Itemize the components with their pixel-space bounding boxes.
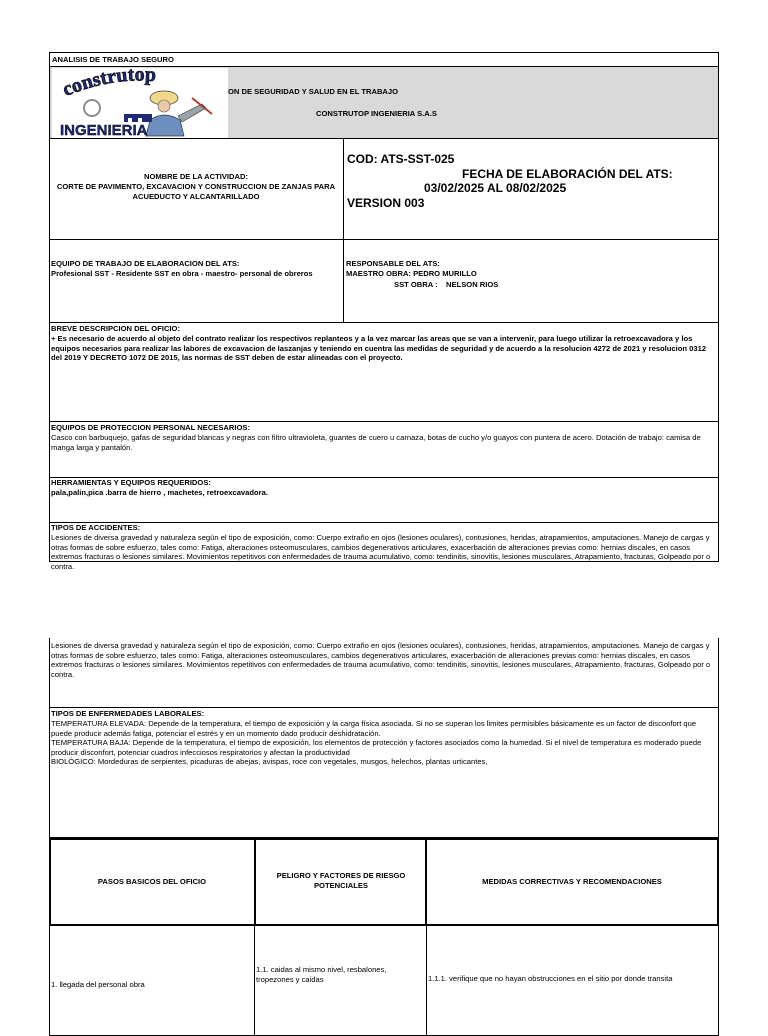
team-label: EQUIPO DE TRABAJO DE ELABORACION DEL ATS: bbox=[51, 259, 240, 268]
page-2 bbox=[0, 641, 768, 1024]
header-divider-1 bbox=[254, 838, 256, 926]
row-divider-2 bbox=[426, 926, 427, 1036]
responsible-label: RESPONSABLE DEL ATS: bbox=[346, 259, 440, 268]
row-divider-1 bbox=[254, 926, 255, 1036]
company-logo bbox=[52, 68, 228, 138]
header-divider-2 bbox=[425, 838, 427, 926]
accidents-label: TIPOS DE ACCIDENTES: bbox=[51, 523, 141, 532]
ppe-label: EQUIPOS DE PROTECCION PERSONAL NECESARIOS: bbox=[51, 423, 251, 432]
svg-text:construtop bbox=[59, 68, 156, 101]
ppe-text: Casco con barbuquejo, gafas de seguridad blancas y negras con filtro ultravioleta, guantes de cuero u carnaza, botas de cucho y/o guayos con puntera de acero. Dotación de trabajo: camisa de manga larga y pantalón. bbox=[51, 433, 701, 452]
logo-bottom-text: INGENIERIA bbox=[60, 122, 148, 138]
activity-label: NOMBRE DE LA ACTIVIDAD: bbox=[143, 172, 249, 181]
hazard-cell: 1.1. caidas al mismo nivel, resbalones, tropezones y caidas bbox=[256, 965, 387, 984]
responsible-sst: SST OBRA : NELSON RIOS bbox=[394, 280, 499, 289]
activity-divider bbox=[343, 138, 344, 240]
logo-graphic bbox=[52, 68, 228, 138]
date-range: 03/02/2025 AL 08/02/2025 bbox=[424, 181, 567, 195]
accidents-text-preview: Lesiones de diversa gravedad y naturaleza según el tipo de exposición, como: Cuerpo extraño en ojos (lesiones oculares), contusiones, heridas, atrapamientos, amputaciones. Manejo de cargas y otras formas de sobre esfuerzo, tales como: Fatiga, alteraciones osteomusculares, cambios degenerativos articulares, exacerbación de alteraciones previas como: hernias discales, en casos extremos fracturas o lesiones similares. Movimientos repetitivos con enfermedades de trauma acumulativo, como: tendinitis, sinovitis, lesiones musculares, Atrapamiento, fracturas, Golpeado por o contra. bbox=[51, 533, 711, 571]
team-divider bbox=[343, 239, 344, 323]
activity-name: CORTE DE PAVIMENTO, EXCAVACION Y CONSTRUCCION DE ZANJAS PARA ACUEDUCTO Y ALCANTARILLADO bbox=[56, 182, 336, 201]
responsible-master: MAESTRO OBRA: PEDRO MURILLO bbox=[346, 269, 477, 278]
steps-table bbox=[49, 838, 719, 1028]
worker-icon bbox=[146, 91, 212, 136]
building-icon bbox=[124, 114, 152, 122]
company-name: CONSTRUTOP INGENIERIA S.A.S bbox=[316, 109, 437, 118]
doc-title: ANALISIS DE TRABAJO SEGURO bbox=[52, 55, 174, 64]
description-text: + Es necesario de acuerdo al objeto del contrato realizar los respectivos replanteos y a la vez marcar las areas que se van a intervenir, para luego utilizar la retroexcavadora y los equipos necesarios para realizar las labores de excavacion de laszanjas y teniendo en cuentra las medidas de seguridad y de acuerdo a la resolucion 4272 de 2021 y resolucion 0312 del 2019 Y DECRETO 1072 DE 2015, las normas de SST deben de estar alineadas con el proyecto. bbox=[51, 334, 707, 363]
diseases-text: TEMPERATURA ELEVADA: Depende de la temperatura, el tiempo de exposición y la carga física asociada. Si no se superan los limites permisibles básicamente es un factor de disconfort que puede producir además fatiga, potenciar el estrés y en un momento dado producir deshidratación. TEMPERATURA BAJA: Depende de la temperatura, el tiempo de exposición, los elementos de protección y factores asociados como la humedad. Si el nivel de temperatura es moderado puede producir disconfort, potenciar cuadros infecciosos respiratorios y afectan la productividad BIOLÓGICO: Mordeduras de serpientes, picaduras de abejas, avispas, roce con vegetales, musgos, helechos, plantas urticantes, bbox=[51, 719, 702, 767]
header-steps: PASOS BASICOS DEL OFICIO bbox=[97, 877, 207, 886]
accidents-text: Lesiones de diversa gravedad y naturaleza según el tipo de exposición, como: Cuerpo extraño en ojos (lesiones oculares), contusiones, heridas, atrapamientos, amputaciones. Manejo de cargas y otras formas de sobre esfuerzo, tales como: Fatiga, alteraciones osteomusculares, cambios degenerativos articulares, exacerbación de alteraciones previas como: hernias discales, en casos extremos fracturas o lesiones similares. Movimientos repetitivos con enfermedades de trauma acumulativo, como: tendinitis, sinovitis, lesiones musculares, Atrapamiento, fracturas, Golpeado por o contra. bbox=[51, 641, 711, 679]
logo-arc-text: construtop bbox=[59, 68, 157, 101]
description-label: BREVE DESCRIPCION DEL OFICIO: bbox=[51, 324, 180, 333]
doc-title-row bbox=[49, 52, 719, 67]
header-hazards: PELIGRO Y FACTORES DE RIESGO POTENCIALES bbox=[276, 871, 406, 890]
system-title: ON DE SEGURIDAD Y SALUD EN EL TRABAJO bbox=[228, 87, 399, 96]
team-members: Profesional SST - Residente SST en obra - maestro- personal de obreros bbox=[51, 269, 313, 278]
gear-icon bbox=[84, 100, 100, 116]
tools-text: pala,palin,pica .barra de hierro , machetes, retroexcavadora. bbox=[51, 488, 268, 497]
header-measures: MEDIDAS CORRECTIVAS Y RECOMENDACIONES bbox=[482, 877, 662, 886]
measure-cell: 1.1.1. verifique que no hayan obstrucciones en el sitio por donde transita bbox=[428, 974, 673, 983]
step-cell: 1. llegada del personal obra bbox=[51, 980, 145, 989]
tools-label: HERRAMIENTAS Y EQUIPOS REQUERIDOS: bbox=[51, 478, 211, 487]
diseases-label: TIPOS DE ENFERMEDADES LABORALES: bbox=[51, 709, 205, 718]
doc-code: COD: ATS-SST-025 bbox=[347, 152, 455, 166]
date-label: FECHA DE ELABORACIÓN DEL ATS: bbox=[462, 167, 673, 181]
version: VERSION 003 bbox=[347, 196, 425, 210]
